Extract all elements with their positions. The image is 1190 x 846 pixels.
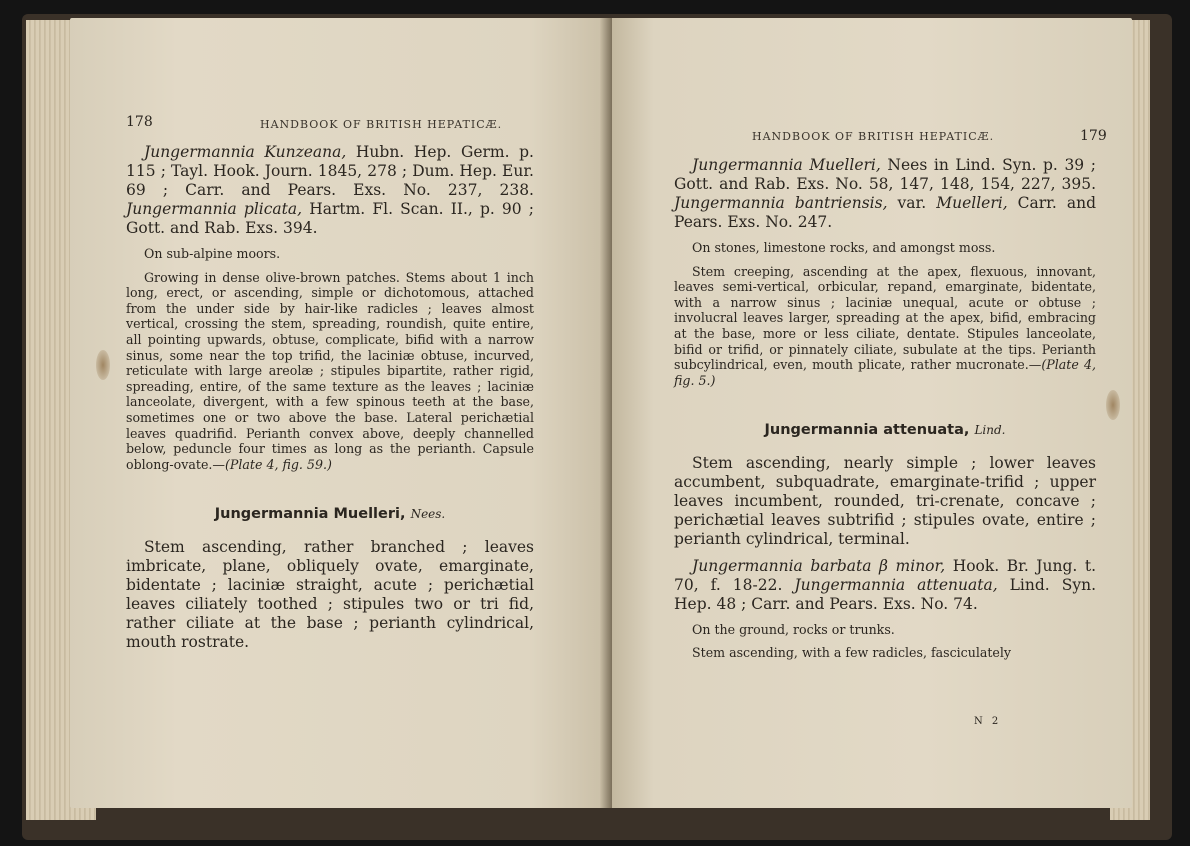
right-running-head: HANDBOOK OF BRITISH HEPATICÆ.: [752, 130, 995, 143]
stain-left: [96, 350, 110, 380]
synonymy-muelleri: Jungermannia Muelleri, Nees in Lind. Syn. p. 39 ; Gott. and Rab. Exs. No. 58, 147, 148, 154, 227, 395. Jungermannia bantriensis, var. Muelleri, Carr. and Pears. Exs. No. 247.: [674, 156, 1096, 231]
signature-mark: N 2: [974, 716, 1002, 727]
species-heading-attenuata: Jungermannia attenuata, Lind.: [764, 422, 1006, 439]
synonymy-kunzeana: Jungermannia Kunzeana, Hubn. Hep. Germ. p. 115 ; Tayl. Hook. Journ. 1845, 278 ; Dum. Hep. Eur. 69 ; Carr. and Pears. Exs. No. 237, 238. Jungermannia plicata, Hartm. Fl. Scan. II., p. 90 ; Gott. and Rab. Exs. 394.: [126, 143, 534, 237]
right-text-block: [674, 156, 1096, 669]
synonymy-attenuata: Jungermannia barbata β minor, Hook. Br. Jung. t. 70, f. 18-22. Jungermannia attenuata, Lind. Syn. Hep. 48 ; Carr. and Pears. Exs. No. 74.: [674, 556, 1097, 613]
left-running-head: HANDBOOK OF BRITISH HEPATICÆ.: [260, 118, 503, 131]
description-text-right-2: Stem ascending, with a few radicles, fasciculately: [692, 645, 1012, 661]
left-text-block: [126, 143, 534, 660]
species-heading-muelleri: Jungermannia Muelleri, Nees.: [214, 506, 446, 523]
left-page-number: 178: [126, 114, 153, 130]
description-text: Growing in dense olive-brown patches. Stems about 1 inch long, erect, or ascending, simple or dichotomous, attached from the under side by hair-like radicles ; leaves almost vertical, crossing the stem, spreading, roundish, quite entire, all pointing upwards, obtuse, complicate, bifid with a narrow sinus, some near the top trifid, the laciniæ obtuse, incurved, reticulate with large areolæ ; stipules bipartite, rather rigid, spreading, entire, of the same texture as the leaves ; laciniæ lanceolate, divergent, with a few spinous teeth at the base, sometimes one or two above the base. Lateral perichætial leaves quadrifid. Perianth convex above, deeply channelled below, peduncle four times as long as the perianth. Capsule oblong-ovate.—(Plate 4, fig. 59.): [126, 269, 534, 472]
species-description-muelleri: Stem ascending, rather branched ; leaves imbricate, plane, obliquely ovate, emarginate, bidentate ; laciniæ straight, acute ; perichætial leaves ciliately toothed ; stipules two or tri fid, rather ciliate at the base ; perianth cylindrical, mouth rostrate.: [126, 537, 534, 651]
right-page: [612, 18, 1132, 808]
description-text-right: Stem creeping, ascending at the apex, flexuous, innovant, leaves semi-vertical, orbicular, repand, emarginate, bidentate, with a narrow sinus ; laciniæ unequal, acute or obtuse ; involucral leaves larger, spreading at the apex, bifid, embracing at the base, more or less ciliate, dentate. Stipules lanceolate, bifid or trifid, or pinnately ciliate, subulate at the tips. Perianth subcylindrical, even, mouth plicate, rather mucronate.—(Plate 4, fig. 5.): [674, 263, 1096, 388]
species-description-attenuata: Stem ascending, nearly simple ; lower leaves accumbent, subquadrate, emarginate-trifid ; upper leaves incumbent, rounded, tri-crenate, concave ; perichætial leaves subtrifid ; stipules ovate, entire ; perianth cylindrical, terminal.: [674, 453, 1096, 548]
stain-right: [1106, 390, 1120, 420]
habitat-text: On sub-alpine moors.: [144, 246, 281, 261]
left-page: [70, 18, 610, 808]
right-page-number: 179: [1080, 128, 1107, 144]
habitat-text-right-2: On the ground, rocks or trunks.: [692, 621, 895, 637]
habitat-text-right: On stones, limestone rocks, and amongst moss.: [692, 240, 996, 255]
